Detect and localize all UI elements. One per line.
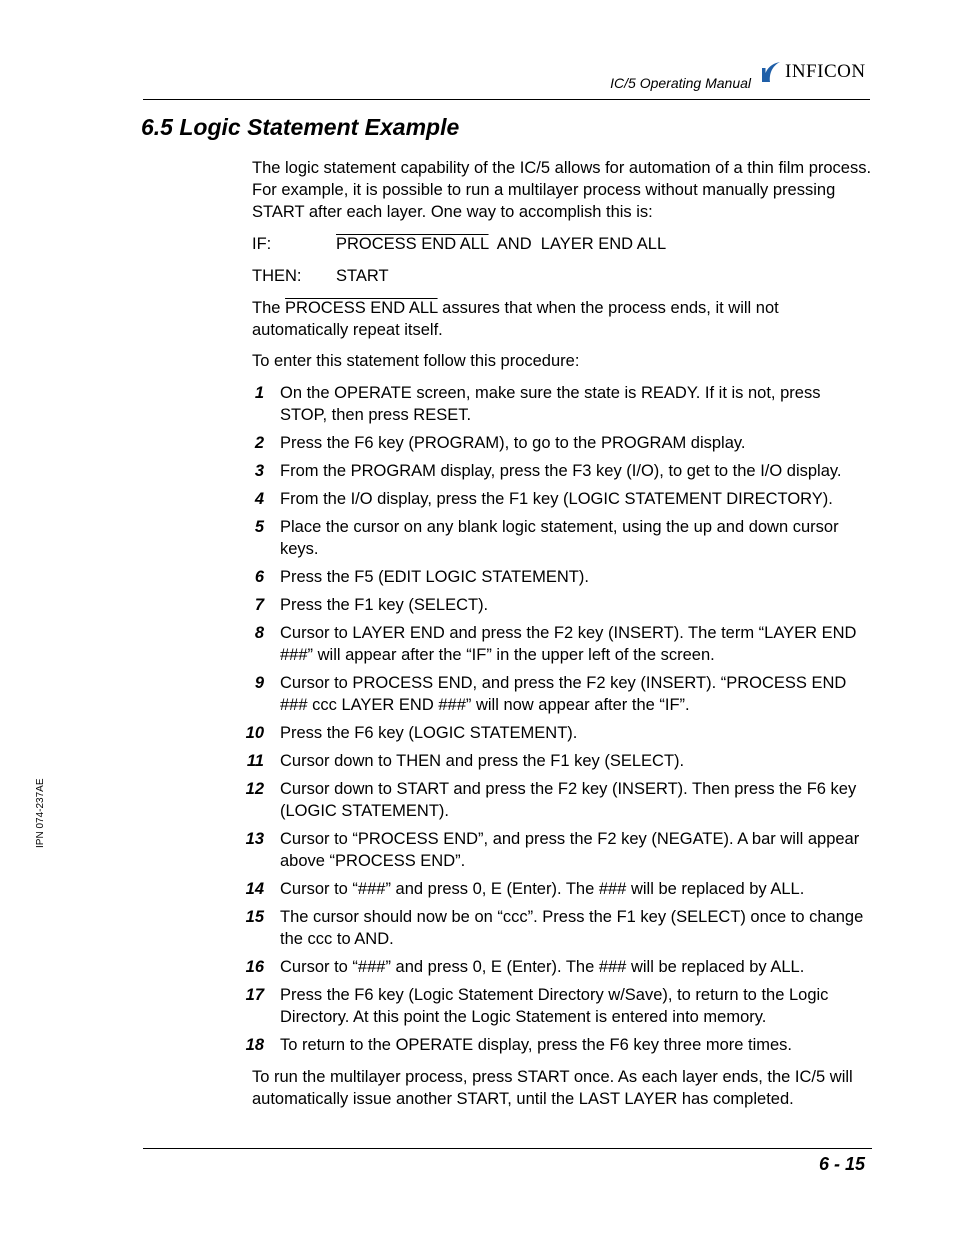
step-text: Press the F6 key (Logic Statement Directory w/Save), to return to the Logic Directory. At this point the Logic Statement is entered into memory. bbox=[280, 986, 829, 1026]
step-text: Cursor down to START and press the F2 key (INSERT). Then press the F6 key (LOGIC STATEMENT). bbox=[280, 780, 857, 820]
step-text: From the PROGRAM display, press the F3 key (I/O), to get to the I/O display. bbox=[280, 462, 842, 480]
step-text: Cursor to PROCESS END, and press the F2 key (INSERT). “PROCESS END ### ccc LAYER END ###” will now appear after the “IF”. bbox=[280, 674, 847, 714]
step-text: Cursor to LAYER END and press the F2 key (INSERT). The term “LAYER END ###” will appear after the “IF” in the upper left of the screen. bbox=[280, 624, 857, 664]
step-number: 7 bbox=[254, 596, 264, 614]
step-text: On the OPERATE screen, make sure the state is READY. If it is not, press STOP, then press RESET. bbox=[280, 384, 821, 424]
step-text: Cursor to “###” and press 0, E (Enter). The ### will be replaced by ALL. bbox=[280, 880, 805, 898]
step-number: 12 bbox=[245, 780, 264, 798]
step-number: 9 bbox=[254, 674, 264, 692]
closing-paragraph: To run the multilayer process, press START once. As each layer ends, the IC/5 will automatically issue another START, until the LAST LAYER has completed. bbox=[252, 1068, 853, 1108]
step-text: Press the F5 (EDIT LOGIC STATEMENT). bbox=[280, 568, 589, 586]
if-condition bbox=[336, 233, 666, 255]
step-number: 3 bbox=[254, 462, 264, 480]
footer-rule bbox=[143, 1148, 872, 1149]
step-text: To return to the OPERATE display, press the F6 key three more times. bbox=[280, 1036, 793, 1054]
manual-title: IC/5 Operating Manual bbox=[610, 75, 751, 91]
step-number: 18 bbox=[245, 1036, 264, 1054]
step-text: Press the F6 key (PROGRAM), to go to the PROGRAM display. bbox=[280, 434, 746, 452]
logo-text: INFICON bbox=[785, 61, 866, 82]
section-heading: 6.5 Logic Statement Example bbox=[141, 114, 460, 140]
if-negated-term: PROCESS END ALL bbox=[336, 235, 489, 253]
step-text: Cursor to “###” and press 0, E (Enter). The ### will be replaced by ALL. bbox=[280, 958, 805, 976]
note-paragraph bbox=[252, 297, 872, 341]
document-id: IPN 074-237AE bbox=[35, 778, 46, 848]
step-number: 17 bbox=[245, 986, 264, 1004]
step-number: 15 bbox=[245, 908, 264, 926]
intro-paragraph: The logic statement capability of the IC/5 allows for automation of a thin film process. For example, it is possible to run a multilayer process without manually pressing START after each layer. One way to accomplish this is: bbox=[252, 159, 872, 221]
step-number: 11 bbox=[246, 752, 264, 770]
step-number: 2 bbox=[254, 434, 264, 452]
inficon-logo-icon bbox=[760, 60, 782, 84]
step-text: Cursor down to THEN and press the F1 key (SELECT). bbox=[280, 752, 685, 770]
step-number: 1 bbox=[254, 384, 264, 402]
then-label: THEN: bbox=[252, 267, 302, 285]
step-number: 13 bbox=[245, 830, 264, 848]
inficon-logo bbox=[760, 58, 866, 86]
step-text: Press the F1 key (SELECT). bbox=[280, 596, 489, 614]
step-number: 10 bbox=[245, 724, 264, 742]
step-number: 4 bbox=[254, 490, 264, 508]
note-suffix: assures that when the process ends, it will not automatically repeat itself. bbox=[252, 299, 779, 339]
step-number: 14 bbox=[245, 880, 264, 898]
step-number: 6 bbox=[254, 568, 264, 586]
note-negated-term: PROCESS END ALL bbox=[285, 299, 438, 317]
note-prefix: The bbox=[252, 299, 286, 317]
step-number: 16 bbox=[245, 958, 264, 976]
if-condition-rest: AND LAYER END ALL bbox=[488, 235, 667, 253]
step-number: 5 bbox=[254, 518, 264, 536]
step-text: Press the F6 key (LOGIC STATEMENT). bbox=[280, 724, 578, 742]
page-number: 6 - 15 bbox=[818, 1154, 865, 1174]
step-text: Cursor to “PROCESS END”, and press the F2 key (NEGATE). A bar will appear above “PROCESS END”. bbox=[280, 830, 860, 870]
header-rule bbox=[143, 99, 870, 100]
step-text: From the I/O display, press the F1 key (LOGIC STATEMENT DIRECTORY). bbox=[280, 490, 833, 508]
step-text: The cursor should now be on “ccc”. Press the F1 key (SELECT) once to change the ccc to AND. bbox=[280, 908, 864, 948]
step-text: Place the cursor on any blank logic statement, using the up and down cursor keys. bbox=[280, 518, 839, 558]
step-number: 8 bbox=[254, 624, 264, 642]
procedure-intro: To enter this statement follow this procedure: bbox=[252, 352, 580, 370]
then-value: START bbox=[336, 267, 389, 285]
if-label: IF: bbox=[252, 235, 272, 253]
